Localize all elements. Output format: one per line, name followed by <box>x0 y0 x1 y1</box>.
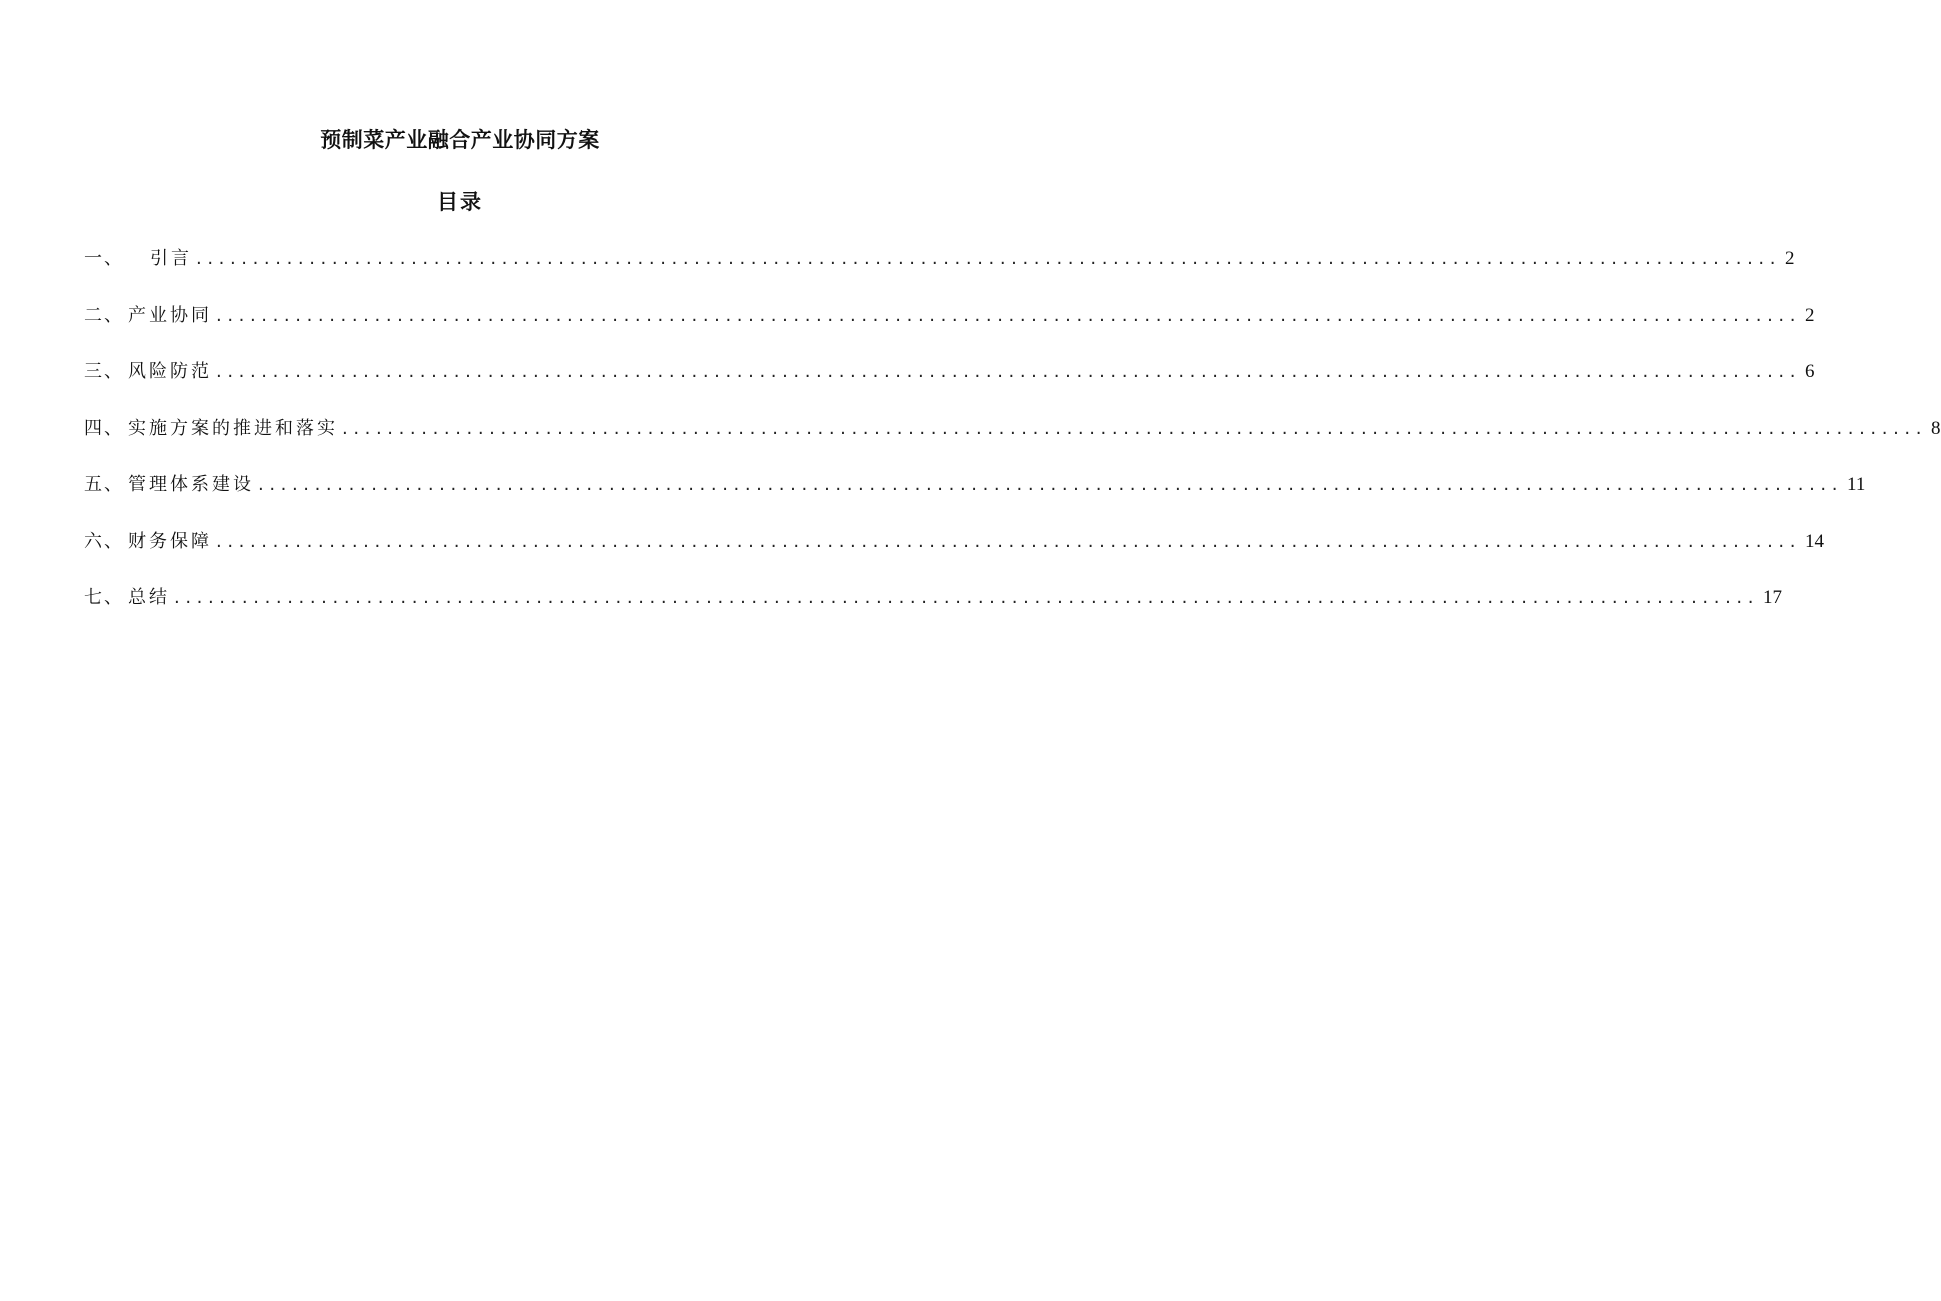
toc-entry[interactable] <box>84 244 1795 301</box>
toc-entry[interactable] <box>84 357 1815 414</box>
toc-entry-number: 七、 <box>84 587 124 608</box>
toc-entry-page: 2 <box>1805 304 1815 326</box>
toc-entry-page: 2 <box>1785 248 1795 269</box>
toc-entry-label: 引言 <box>150 248 192 269</box>
toc-entry-page: 17 <box>1763 587 1783 608</box>
toc-leader-dots: ............................................................................................................................................ <box>174 587 1760 608</box>
toc-leader-dots: ............................................................................................................................................ <box>196 248 1782 269</box>
toc-entry-number: 五、 <box>84 474 124 495</box>
toc-entry[interactable] <box>84 301 1815 358</box>
toc-entry-label: 总结 <box>128 587 170 608</box>
toc-leader-dots: ............................................................................................................................................ <box>342 417 1928 439</box>
toc-entry-number: 二、 <box>84 304 124 326</box>
toc-entry[interactable] <box>84 470 1866 527</box>
toc-entry-number: 一、 <box>84 248 124 269</box>
toc-entry[interactable] <box>84 414 1941 471</box>
toc-entry-page: 6 <box>1805 361 1815 382</box>
toc-entry-label: 风险防范 <box>128 361 212 382</box>
toc-leader-dots: ............................................................................................................................................ <box>216 304 1802 326</box>
toc-leader-dots: ............................................................................................................................................ <box>258 474 1844 495</box>
toc-leader-dots: ............................................................................................................................................ <box>216 530 1802 552</box>
toc-entry-page: 8 <box>1931 417 1941 439</box>
toc-entry-label: 产业协同 <box>128 304 212 326</box>
toc-entry[interactable] <box>84 583 1783 640</box>
toc-leader-dots: ............................................................................................................................................ <box>216 361 1802 382</box>
toc-entry-label: 管理体系建设 <box>128 474 254 495</box>
document-title: 预制菜产业融合产业协同方案 <box>320 128 600 152</box>
toc-entry-label: 实施方案的推进和落实 <box>128 417 338 439</box>
table-of-contents <box>84 244 1941 640</box>
toc-heading: 目录 <box>437 190 483 214</box>
toc-entry-page: 11 <box>1847 474 1866 495</box>
toc-entry-number: 六、 <box>84 530 124 552</box>
toc-entry-number: 四、 <box>84 417 124 439</box>
toc-entry-number: 三、 <box>84 361 124 382</box>
toc-entry[interactable] <box>84 527 1825 584</box>
toc-entry-page: 14 <box>1805 530 1825 552</box>
toc-entry-label: 财务保障 <box>128 530 212 552</box>
